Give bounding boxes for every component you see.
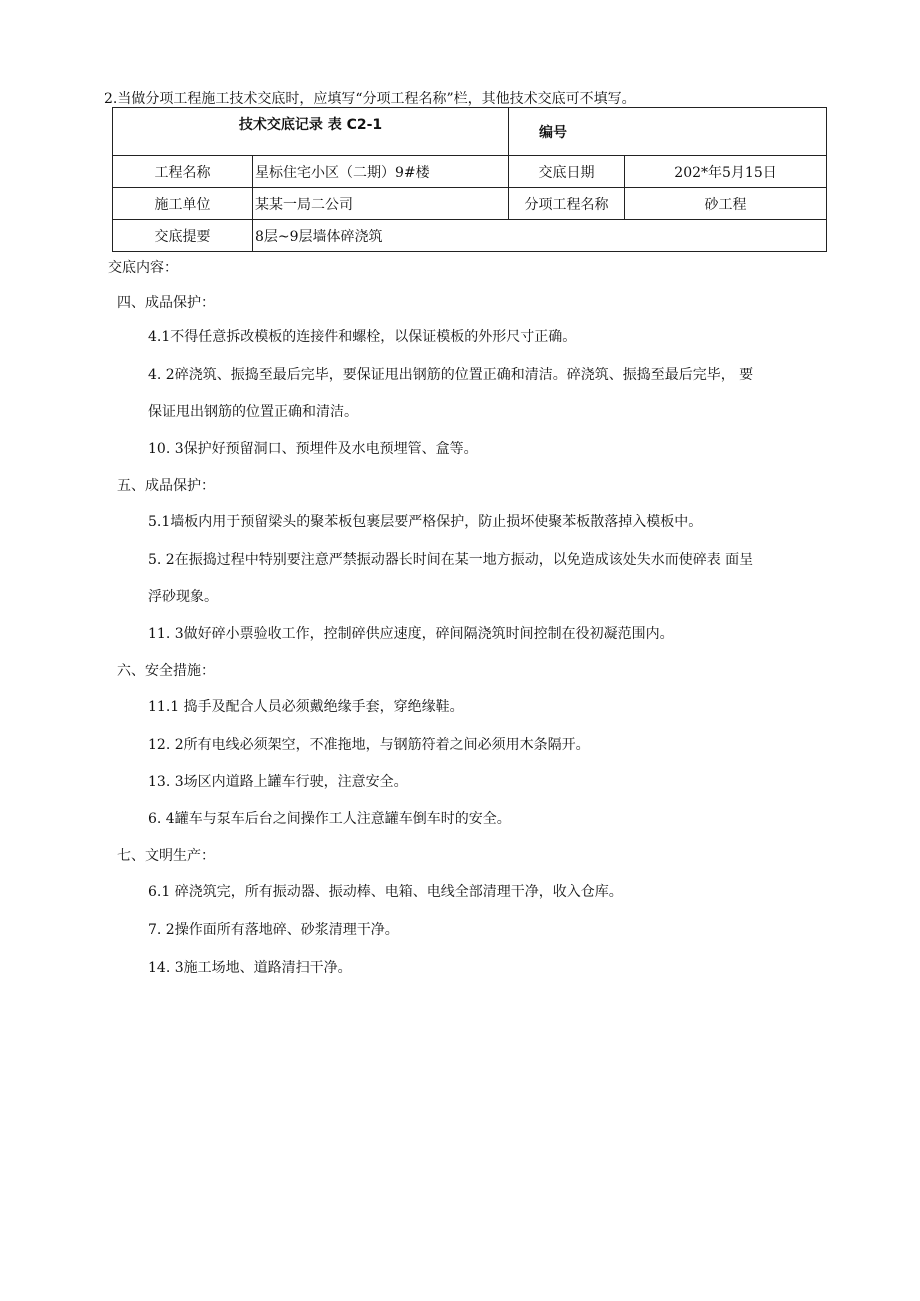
summary-value: 8层~9层墙体碎浇筑	[253, 220, 827, 252]
table-row	[113, 220, 827, 252]
list-item: 5. 2在振捣过程中特别要注意严禁振动器长时间在某一地方振动，以免造成该处失水而使碎表 面呈	[148, 552, 754, 568]
list-item: 6.1 碎浇筑完，所有振动器、振动棒、电箱、电线全部清理干净，收入仓库。	[148, 884, 623, 900]
code-label: 编号	[509, 108, 827, 156]
list-item: 6. 4罐车与泵车后台之间操作工人注意罐车倒车时的安全。	[148, 811, 511, 827]
disclosure-date-label: 交底日期	[509, 156, 625, 188]
disclosure-record-table	[112, 107, 827, 252]
list-item-continuation: 浮砂现象。	[148, 589, 218, 605]
sub-project-label: 分项工程名称	[509, 188, 625, 220]
disclosure-date-value: 202*年5月15日	[625, 156, 827, 188]
filling-note: 2.当做分项工程施工技术交底时，应填写“分项工程名称”栏，其他技术交底可不填写。	[104, 91, 636, 107]
table-row	[113, 188, 827, 220]
record-title: 技术交底记录 表 C2-1	[113, 108, 509, 156]
sub-project-value: 砂工程	[625, 188, 827, 220]
summary-label: 交底提要	[113, 220, 253, 252]
construction-unit-label: 施工单位	[113, 188, 253, 220]
project-name-value: 星标住宅小区（二期）9#楼	[253, 156, 509, 188]
section-title: 六、安全措施：	[117, 663, 215, 679]
list-item: 7. 2操作面所有落地碎、砂浆清理干净。	[148, 922, 399, 938]
list-item: 4.1不得任意拆改模板的连接件和螺栓，以保证模板的外形尺寸正确。	[148, 329, 577, 345]
list-item-continuation: 保证甩出钢筋的位置正确和清洁。	[148, 404, 358, 420]
construction-unit-value: 某某一局二公司	[253, 188, 509, 220]
list-item: 12. 2所有电线必须架空，不准拖地，与钢筋符着之间必须用木条隔开。	[148, 737, 590, 753]
content-label: 交底内容：	[108, 260, 178, 276]
table-row	[113, 108, 827, 156]
list-item: 14. 3施工场地、道路清扫干净。	[148, 960, 352, 976]
list-item: 13. 3场区内道路上罐车行驶，注意安全。	[148, 774, 408, 790]
section-title: 七、文明生产：	[117, 848, 215, 864]
project-name-label: 工程名称	[113, 156, 253, 188]
list-item: 11.1 捣手及配合人员必须戴绝缘手套，穿绝缘鞋。	[148, 699, 464, 715]
section-title: 五、成品保护：	[117, 478, 215, 494]
list-item: 5.1墙板内用于预留梁头的聚苯板包裹层要严格保护，防止损坏使聚苯板散落掉入模板中。	[148, 514, 703, 530]
table-row	[113, 156, 827, 188]
list-item: 10. 3保护好预留洞口、预埋件及水电预埋管、盒等。	[148, 441, 478, 457]
list-item: 11. 3做好碎小票验收工作，控制碎供应速度，碎间隔浇筑时间控制在役初凝范围内。	[148, 626, 674, 642]
list-item: 4. 2碎浇筑、振捣至最后完毕，要保证甩出钢筋的位置正确和清洁。碎浇筑、振捣至最后完毕， 要	[148, 367, 754, 383]
section-title: 四、成品保护：	[117, 295, 215, 311]
